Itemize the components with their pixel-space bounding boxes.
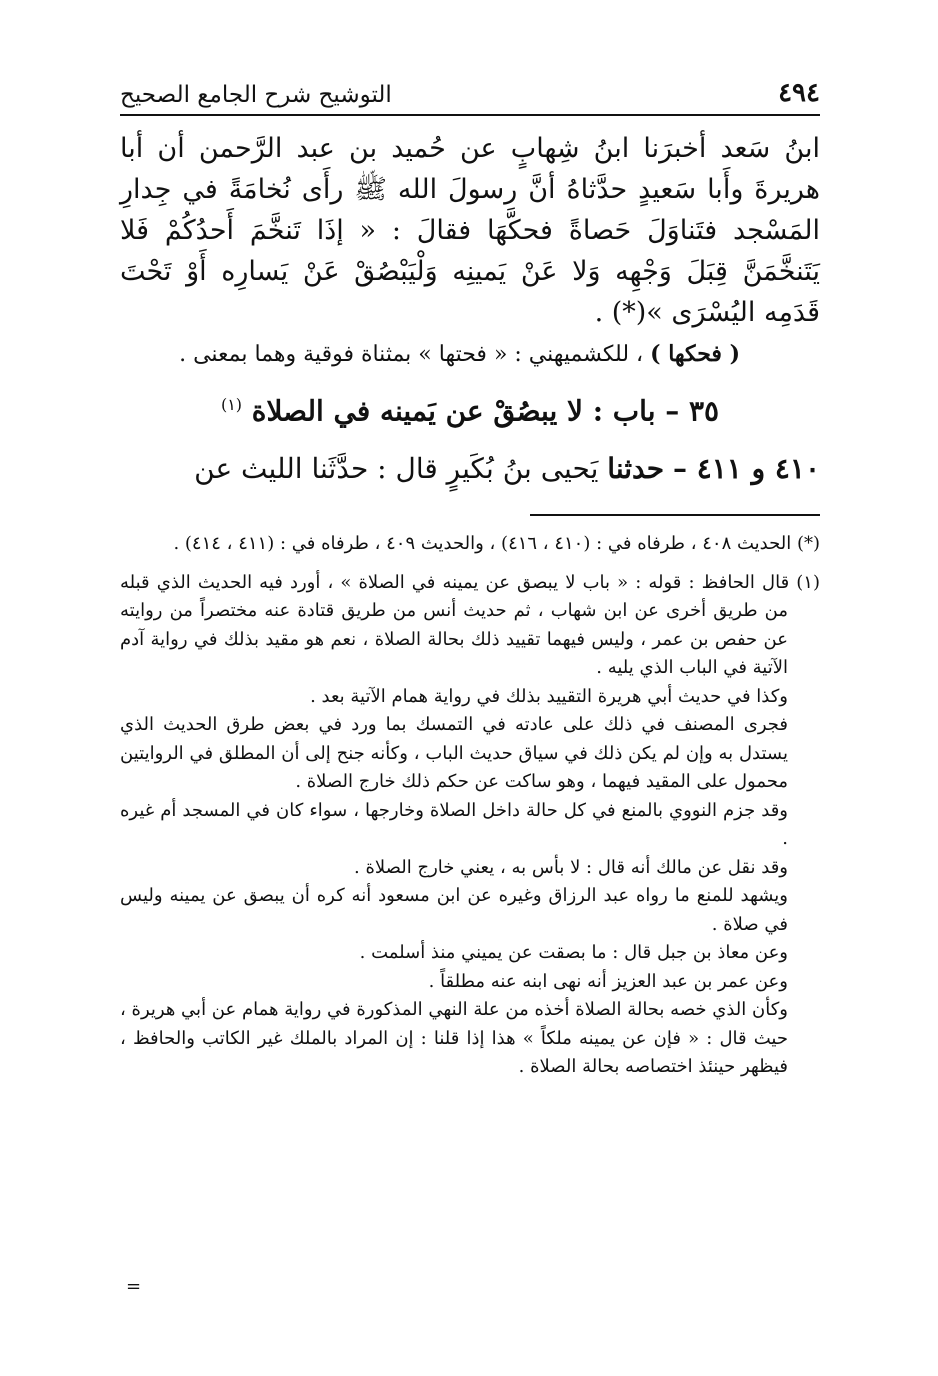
footnote-1-opening: (١) قال الحافظ : قوله : « باب لا يبصق عن يمينه في الصلاة » ، أورد فيه الحديث الذي قبله من طريق أخرى عن ابن شهاب ، ثم حديث أنس من طريق قتادة عنه مختصراً من روايته عن حفص بن عمر ، وليس فيهما تقييد ذلك بحالة الصلاة ، نعم هو مقيد بذلك في رواية آدم الآتية في الباب الذي يليه . [120, 571, 820, 678]
footnote-paragraph: وقد جزم النووي بالمنع في كل حالة داخل الصلاة وخارجها ، سواء كان في المسجد أم غيره . [120, 799, 788, 849]
footnote-star: (*) الحديث ٤٠٨ ، طرفاه في : (٤١٠ ، ٤١٦) ، والحديث ٤٠٩ ، طرفاه في : (٤١١ ، ٤١٤) . [173, 533, 820, 554]
gloss-term: ( فحكها ) [650, 341, 740, 367]
gloss-text: ، للكشميهني : « فحتها » بمثناة فوقية وهما بمعنى . [179, 342, 644, 367]
chapter-title: ٣٥ – باب : لا يبصُقْ عن يَمينه في الصلاة [251, 394, 720, 428]
hadith-number: ٤١٠ و ٤١١ – [672, 452, 820, 486]
page-header [120, 72, 820, 116]
hadith-haddathana: حدثنا [607, 452, 665, 486]
footnote-paragraph: وقد نقل عن مالك أنه قال : لا بأس به ، يعني خارج الصلاة . [354, 856, 788, 878]
footnote-paragraph: ويشهد للمنع ما رواه عبد الرزاق وغيره عن ابن مسعود أنه كره أن يبصق عن يمينه وليس في صلاة . [120, 885, 788, 935]
main-text [120, 128, 820, 498]
footnote-paragraph: وكأن الذي خصه بحالة الصلاة أخذه من علة النهي المذكورة في رواية همام عن أبي هريرة ، حيث قال : « فإن عن يمينه ملكاً » هذا إذا قلنا : إن المراد بالملك غير الكاتب والحافظ ، فيظهر حينئذ اختصاصه بحالة الصلاة . [120, 999, 788, 1077]
footnotes [120, 530, 820, 1082]
footnote-paragraph: وعن معاذ بن جبل قال : ما بصقت عن يميني منذ أسلمت . [359, 942, 788, 963]
page-number: ٤٩٤ [778, 78, 820, 108]
chapter-heading [120, 376, 820, 440]
hadith-chain: يَحيى بنُ بُكَيرٍ قال : حدَّثَنا الليث عن [194, 452, 599, 486]
footnote-paragraph: فجرى المصنف في ذلك على عادته في التمسك بما ورد في بعض طرق الحديث الذي يستدل به وإن لم يكن ذلك في سياق حديث الباب ، وكأنه جنح إلى أن المطلق في الروايتين محمول على المقيد فيهما ، وهو ساكت عن حكم ذلك خارج الصلاة . [120, 714, 788, 792]
gloss-note [120, 333, 820, 376]
chapter-footnote-ref: (١) [220, 395, 243, 414]
footnote-divider [530, 514, 820, 516]
continuation-mark: = [126, 1276, 142, 1297]
hadith-text: ابنُ سَعد أخبرَنا ابنُ شِهابٍ عن حُميد بن عبد الرَّحمن أن أبا هريرةَ وأَبا سَعيدٍ حدَّثاهُ أنَّ رسولَ الله ﷺ رأَى نُخامَةً في جِدارِ المَسْجد فتَناوَلَ حَصاةً فحكَّهَا فقالَ : « إذَا تَنخَّمَ أَحدُكُمْ فَلا يَتَنخَّمَنَّ قِبَلَ وَجْهِه وَلا عَنْ يَمينِه وَلْيَبْصُقْ عَنْ يَسارِه أَوْ تَحْتَ قَدَمِه اليُسْرَى »(*) . [120, 133, 820, 328]
hadith-opening [120, 440, 820, 498]
footnote-paragraph: وكذا في حديث أبي هريرة التقييد بذلك في رواية همام الآتية بعد . [310, 685, 788, 707]
running-title: التوشيح شرح الجامع الصحيح [120, 82, 392, 108]
footnote-paragraph: وعن عمر بن عبد العزيز أنه نهى ابنه عنه مطلقاً . [428, 970, 788, 992]
